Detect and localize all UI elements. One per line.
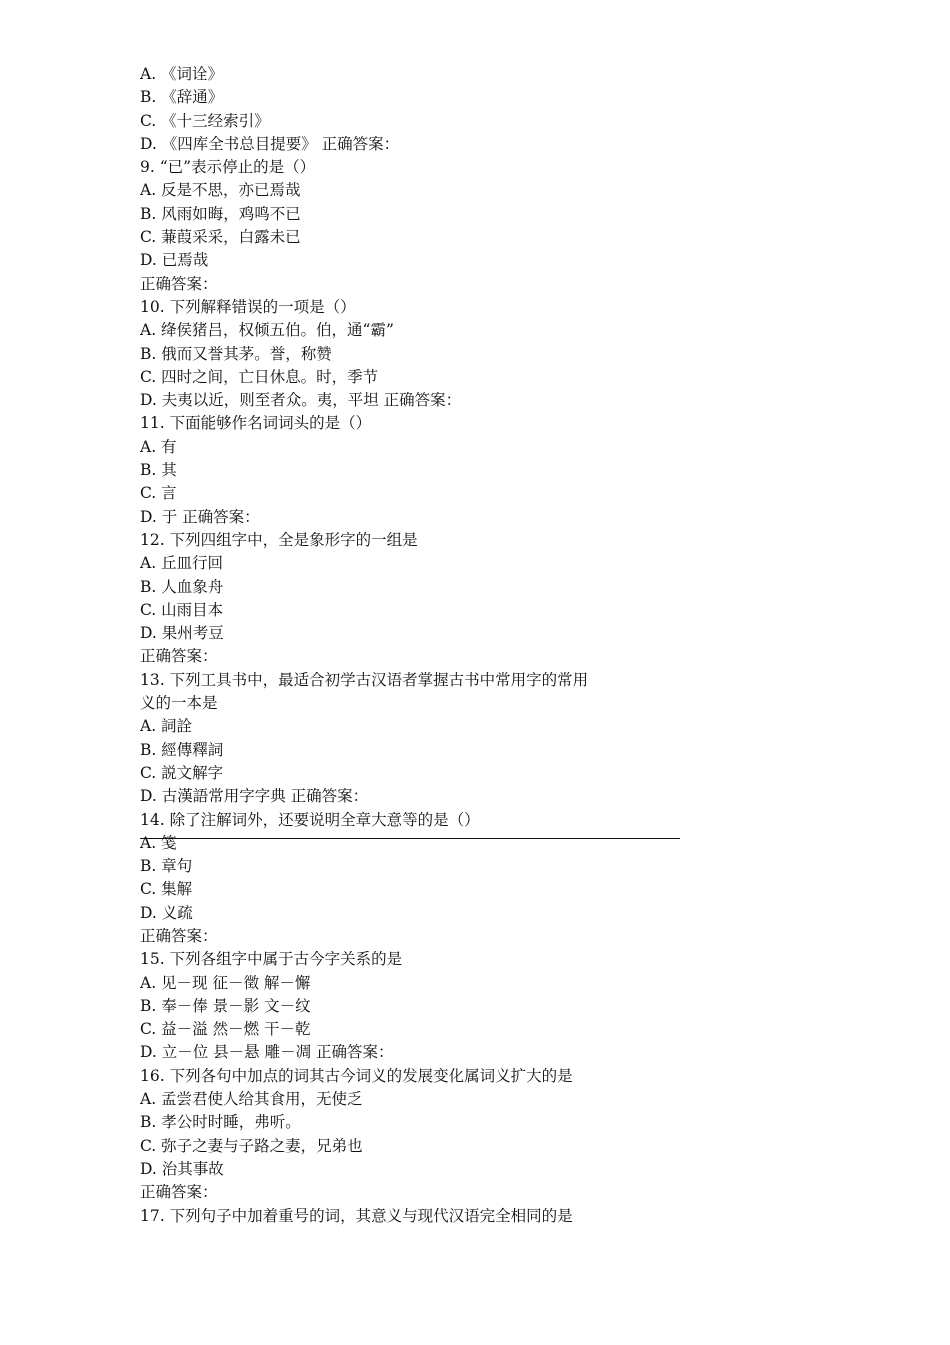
- text-line: 9. “已”表示停止的是（）: [140, 158, 316, 177]
- text-line: A. 见－现 征－徵 解－懈: [140, 973, 311, 992]
- text-line: B. 章句: [140, 857, 193, 876]
- text-line: 正确答案：: [140, 647, 218, 666]
- text-line: D. 《四库全书总目提要》 正确答案：: [140, 134, 400, 153]
- text-line: D. 古漢語常用字字典 正确答案：: [140, 787, 369, 806]
- text-line: B. 其: [140, 461, 177, 480]
- text-line: 13. 下列工具书中，最适合初学古汉语者掌握古书中常用字的常用: [140, 670, 589, 689]
- text-line: B. 俄而又誉其茅。誉，称赞: [140, 344, 332, 363]
- text-line: A. 笺: [140, 833, 177, 852]
- text-line: C. 四时之间，亡日休息。时，季节: [140, 367, 379, 386]
- text-line: 16. 下列各句中加点的词其古今词义的发展变化属词义扩大的是: [140, 1066, 573, 1085]
- text-line: C. 説文解字: [140, 763, 224, 782]
- text-line: B. 风雨如晦，鸡鸣不已: [140, 204, 301, 223]
- text-line: A. 绛侯猪吕，权倾五伯。伯，通“霸”: [140, 321, 394, 340]
- text-line: 义的一本是: [140, 694, 218, 713]
- text-line: C. 益－溢 然－燃 干－乾: [140, 1020, 311, 1039]
- text-line: D. 已焉哉: [140, 251, 209, 270]
- text-line: C. 言: [140, 484, 177, 503]
- text-line: C. 《十三经索引》: [140, 111, 270, 130]
- text-line: 正确答案：: [140, 1183, 218, 1202]
- text-line: D. 治其事故: [140, 1159, 224, 1178]
- text-line: C. 集解: [140, 880, 193, 899]
- text-line: D. 于 正确答案：: [140, 507, 260, 526]
- text-line: D. 义疏: [140, 903, 193, 922]
- text-line: 17. 下列句子中加着重号的词，其意义与现代汉语完全相同的是: [140, 1206, 573, 1225]
- text-line: A. 有: [140, 437, 177, 456]
- text-line: 正确答案：: [140, 274, 218, 293]
- text-line: B. 孝公时时睡，弗听。: [140, 1113, 301, 1132]
- text-line: A. 孟尝君使人给其食用，无使乏: [140, 1090, 363, 1109]
- text-line: D. 果州考豆: [140, 624, 224, 643]
- text-line: B. 《辞通》: [140, 88, 224, 107]
- text-line: D. 立－位 县－悬 雕－凋 正确答案：: [140, 1043, 394, 1062]
- text-line: A. 《词诠》: [140, 65, 224, 83]
- horizontal-rule: [140, 838, 680, 839]
- text-line: B. 奉－俸 景－影 文－纹: [140, 996, 311, 1015]
- text-line: A. 丘皿行回: [140, 554, 224, 573]
- text-line: 15. 下列各组字中属于古今字关系的是: [140, 950, 403, 969]
- text-line: 14. 除了注解词外，还要说明全章大意等的是（）: [140, 810, 480, 829]
- text-line: 12. 下列四组字中，全是象形字的一组是: [140, 530, 418, 549]
- text-line: C. 山雨目本: [140, 600, 224, 619]
- text-line: D. 夫夷以近，则至者众。夷，平坦 正确答案：: [140, 391, 462, 410]
- text-line: 11. 下面能够作名词词头的是（）: [140, 414, 372, 433]
- text-line: A. 詞詮: [140, 717, 193, 736]
- text-line: B. 經傳釋詞: [140, 740, 224, 759]
- text-line: A. 反是不思，亦已焉哉: [140, 181, 301, 200]
- text-line: C. 蒹葭采采，白露未已: [140, 228, 301, 247]
- text-line: 10. 下列解释错误的一项是（）: [140, 297, 356, 316]
- document-body: [140, 63, 700, 1228]
- text-line: 正确答案：: [140, 926, 218, 945]
- text-line: B. 人血象舟: [140, 577, 224, 596]
- text-line: C. 弥子之妻与子路之妻，兄弟也: [140, 1136, 363, 1155]
